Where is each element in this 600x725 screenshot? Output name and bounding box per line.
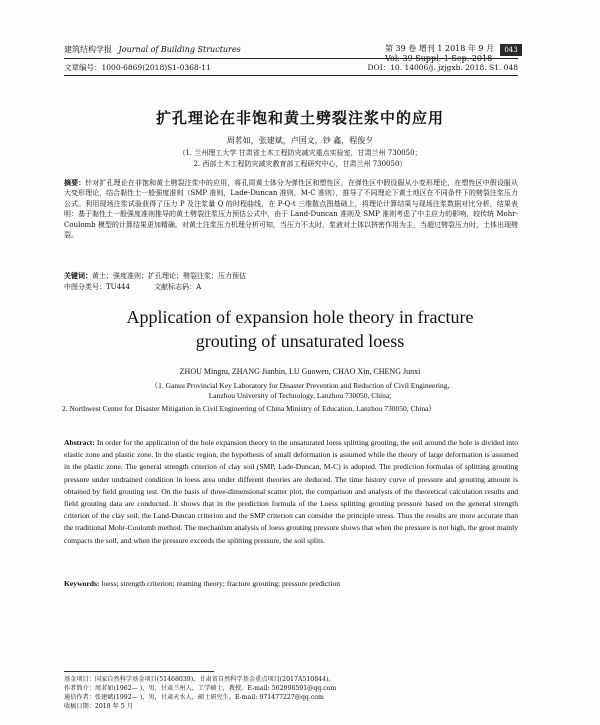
journal-name-cn: 建筑结构学报 (64, 45, 112, 54)
footnote-funding: 基金项目：国家自然科学基金项目(51468039)，甘肃省自然科学基金重点项目(2017A510844)。 (64, 676, 335, 683)
en-title (0, 305, 600, 353)
article-number: 文章编号：1000-6869(2018)S1-0368-11 (64, 63, 211, 72)
cn-keywords-label: 关键词： (64, 271, 92, 280)
en-abstract-text: In order for the application of the hole expansion theory to the unsaturated loess splitting grouting, the soil around the hole is divided into elastic zone and plastic zone. In the elastic region, the hypothesis of small deformation is assumed while the theory of large deformation is assumed in the plastic zone. The general strength criterion of clay soil (SMP, Lade-Duncan, M-C) is adopted. The prediction formulas of splitting grouting pressure under undrained condition in loess area under different theories are deduced. The time history curve of pressure and grouting amount is obtained by field grouting test. On the basis of three-dimensional scatter plot, the comparison and analysis of the theoretical calculation results and field grouting data are conducted. It shows that in the prediction formula of the Loess splitting grouting pressure based on the general strength criterion of the clay soil, the Land-Duncan criterion and the SMP criterion can consider the principle stress. Thus the results are more accurate than the traditional Mohr-Coulomb method. The mechanism analysis of loess grouting pressure shows that when the pressure is not high, the grout mainly compacts the soil, and when the pressure exceeds the splitting pressure, the soil splits. (64, 438, 518, 545)
cn-authors: 周茗如，张建斌，卢国文，钞 鑫，程俊夕 (226, 136, 374, 145)
footnote-corresponding: 通信作者：张建斌(1992— )，男，甘肃天水人，硕士研究生。E-mail: 971477227@qq.com (64, 694, 324, 701)
en-keywords-label: Keywords: (64, 579, 100, 588)
meta-rule (64, 75, 518, 76)
en-authors: ZHOU Mingru, ZHANG Jianbin, LU Guowen, CHAO Xin, CHENG Junxi (179, 367, 421, 376)
cn-abstract (64, 178, 518, 240)
journal-name-en: Journal of Building Structures (118, 45, 241, 54)
doi: DOI：10. 14006/j. jzjgxb. 2018. S1. 048 (367, 63, 518, 72)
cn-class-number: 中图分类号：TU444 (64, 283, 130, 291)
volume-cn: 第 39 卷 增刊 1 2018 年 9 月 (385, 44, 495, 53)
footnote-rule (64, 671, 214, 672)
cn-keywords-text: 黄土；强度准则；扩孔理论；劈裂注浆；压力预估 (92, 272, 246, 280)
volume-en: Vol. 39 Suppl. 1 Sep. 2018 (385, 54, 493, 63)
cn-title: 扩孔理论在非饱和黄土劈裂注浆中的应用 (155, 109, 444, 127)
en-abstract (64, 437, 518, 547)
cn-abstract-label: 摘要： (64, 179, 86, 187)
cn-affiliation-2: 2. 西部土木工程防灾减灾教育部工程研究中心，甘肃兰州 730050） (193, 160, 407, 168)
cn-affiliation-1: （1. 兰州理工大学 甘肃省土木工程防灾减灾重点实验室，甘肃兰州 730050； (178, 149, 422, 157)
en-title-line-2: grouting of unsaturated loess (195, 331, 405, 351)
en-title-line-1: Application of expansion hole theory in fracture (126, 307, 474, 327)
en-keywords (64, 578, 518, 589)
en-affiliation-1-cont: Lanzhou University of Technology, Lanzhou 730050, China; (208, 391, 392, 400)
footnote-author: 作者简介：周茗如(1962— )，男，甘肃兰州人，工学硕士，教授。E-mail: 562998591@qq.com (64, 685, 337, 692)
page-tag: 043 (500, 44, 522, 56)
en-affiliation-2: 2. Northwest Center for Disaster Mitigation in Civil Engineering of China Ministry of Education, Lanzhou 730050, China） (62, 404, 436, 413)
footnote-received: 收稿日期：2018 年 5 月 (64, 703, 133, 710)
article-meta (64, 63, 518, 73)
cn-abstract-text: 针对扩孔理论在非饱和黄土劈裂注浆中的应用，将孔周黄土体分为弹性区和塑性区，在弹性区中假设服从小变形理论，在塑性区中假设服从大变形理论，结合黏性土一般强度准则（SMP 准则，Lade-Duncan 准则，M-C 准则），推导了不同理论下黄土地区在不同条件下的劈裂注浆压力公式。利用现场注浆试验获得了压力 P 及注浆量 Q 的时程曲线，在 P-Q-t 三维散点图基础上，将理论计算结果与现场注浆数据对比分析，结果表明：基于黏性土一般强度准则推导的黄土劈裂注浆压力预估公式中，由于 Land-Duncan 准则及 SMP 准则考虑了中主应力的影响，较传统 Mohr-Coulomb 模型的计算结果更加精确。对黄土注浆压力机理分析可知，当压力不太时，浆液对土体以挤密作用为主，当超过劈裂压力时，土体出现劈裂。 (64, 179, 519, 240)
cn-classification (64, 282, 518, 292)
en-abstract-label: Abstract: (64, 438, 95, 447)
en-affiliation-1: （1. Gansu Provincial Key Laboratory for Disaster Prevention and Reduction of Civil Engineering, (150, 381, 450, 390)
header-rule (64, 58, 518, 59)
cn-keywords (64, 271, 518, 281)
cn-document-code: 文献标志码：A (154, 283, 202, 291)
volume-info (385, 44, 494, 64)
en-keywords-text: loess; strength criterion; reaming theory; fracture grouting; pressure prediction (101, 579, 341, 588)
journal-name (64, 44, 241, 55)
